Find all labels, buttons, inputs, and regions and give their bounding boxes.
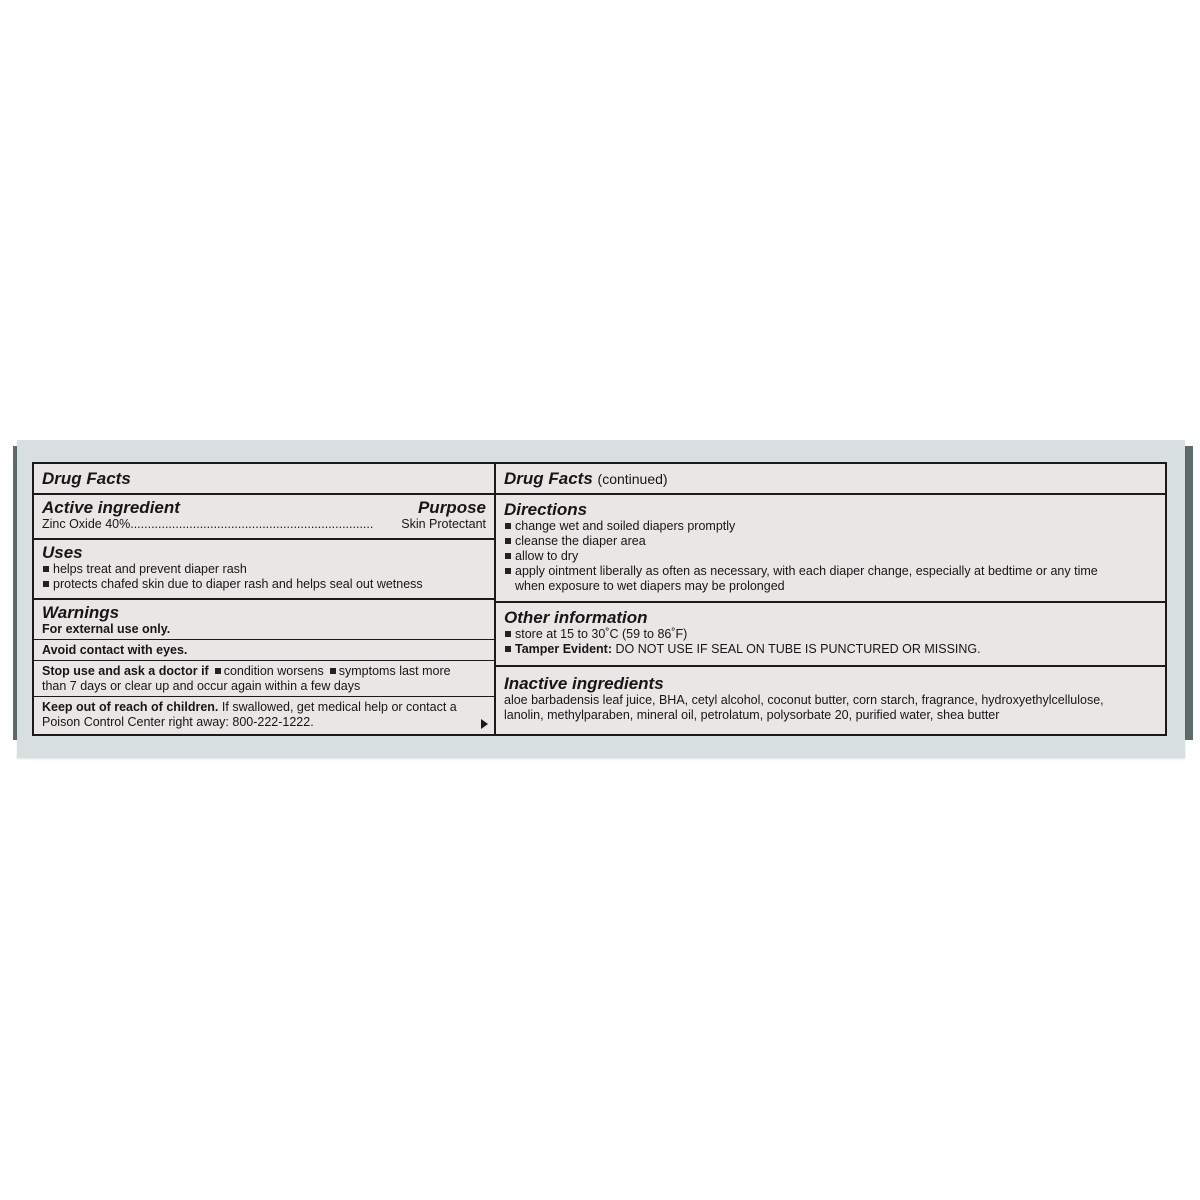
other-information-item xyxy=(504,642,1157,657)
drug-facts-right-column xyxy=(496,464,1165,734)
uses-heading: Uses xyxy=(42,543,83,562)
active-ingredient-name: Zinc Oxide 40%...................................................................... xyxy=(42,517,374,531)
inactive-ingredients-section xyxy=(496,667,1165,734)
drug-facts-title-section xyxy=(34,464,494,495)
stop-use-item: symptoms last more xyxy=(338,664,451,678)
uses-list xyxy=(42,562,486,592)
stop-use-bold: Stop use and ask a doctor if xyxy=(42,664,209,678)
continued-arrow-icon xyxy=(481,719,488,729)
inactive-ingredients-line: lanolin, methylparaben, mineral oil, petrolatum, polysorbate 20, purified water, shea butter xyxy=(504,708,1000,722)
drug-facts-continued-title xyxy=(504,469,1157,489)
tamper-evident-text: DO NOT USE IF SEAL ON TUBE IS PUNCTURED OR MISSING. xyxy=(615,642,981,656)
directions-heading: Directions xyxy=(504,500,588,519)
other-information-item: store at 15 to 30˚C (59 to 86˚F) xyxy=(504,627,1157,642)
active-ingredient-heading: Active ingredient xyxy=(42,498,180,517)
directions-item: change wet and soiled diapers promptly xyxy=(504,519,1157,534)
directions-item xyxy=(504,564,1157,594)
warnings-stop-use-rest: than 7 days or clear up and occur again within a few days xyxy=(42,679,361,693)
drug-facts-left-column xyxy=(34,464,496,734)
uses-item: helps treat and prevent diaper rash xyxy=(42,562,486,577)
drug-facts-title-right: Drug Facts xyxy=(504,469,593,488)
warnings-external-use: For external use only. xyxy=(42,622,171,636)
inactive-ingredients-heading: Inactive ingredients xyxy=(504,674,664,693)
uses-item: protects chafed skin due to diaper rash and helps seal out wetness xyxy=(42,577,486,592)
active-ingredient-section xyxy=(34,495,494,540)
directions-item-line: when exposure to wet diapers may be prolonged xyxy=(515,579,785,593)
directions-item: allow to dry xyxy=(504,549,1157,564)
warnings-heading: Warnings xyxy=(42,603,120,622)
continued-label: (continued) xyxy=(597,471,668,487)
active-ingredient-header xyxy=(42,498,486,517)
warnings-stop-use xyxy=(42,664,486,679)
warnings-section xyxy=(34,600,494,734)
active-ingredient-row xyxy=(42,517,486,532)
keep-out-bold: Keep out of reach of children. xyxy=(42,700,219,714)
uses-section xyxy=(34,540,494,600)
other-information-heading: Other information xyxy=(504,608,648,627)
drug-facts-title: Drug Facts xyxy=(42,469,131,488)
tamper-evident-bold: Tamper Evident: xyxy=(515,642,613,656)
directions-item-line: apply ointment liberally as often as necessary, with each diaper change, especially at bedtime or any time xyxy=(515,564,1098,578)
other-information-list xyxy=(504,627,1157,657)
active-ingredient-purpose: Skin Protectant xyxy=(401,517,486,531)
directions-section xyxy=(496,495,1165,603)
inactive-ingredients-line: aloe barbadensis leaf juice, BHA, cetyl alcohol, coconut butter, corn starch, fragrance, hydroxyethylcellulose, xyxy=(504,693,1104,707)
directions-item: cleanse the diaper area xyxy=(504,534,1157,549)
keep-out-text: If swallowed, get medical help or contact a xyxy=(221,700,457,714)
warnings-poison-control: Poison Control Center right away: 800-222-1222. xyxy=(42,715,314,729)
directions-list xyxy=(504,519,1157,594)
bullet-square xyxy=(215,668,221,674)
bullet-square xyxy=(330,668,336,674)
warnings-keep-out xyxy=(42,700,486,715)
drug-facts-continued-title-section xyxy=(496,464,1165,495)
warnings-eye-contact: Avoid contact with eyes. xyxy=(42,643,188,657)
carton-right-edge xyxy=(1185,446,1193,740)
stop-use-item: condition worsens xyxy=(223,664,324,678)
drug-facts-panel xyxy=(32,462,1167,736)
other-information-section xyxy=(496,603,1165,667)
carton-side-panel xyxy=(17,440,1185,758)
purpose-heading: Purpose xyxy=(417,498,486,517)
